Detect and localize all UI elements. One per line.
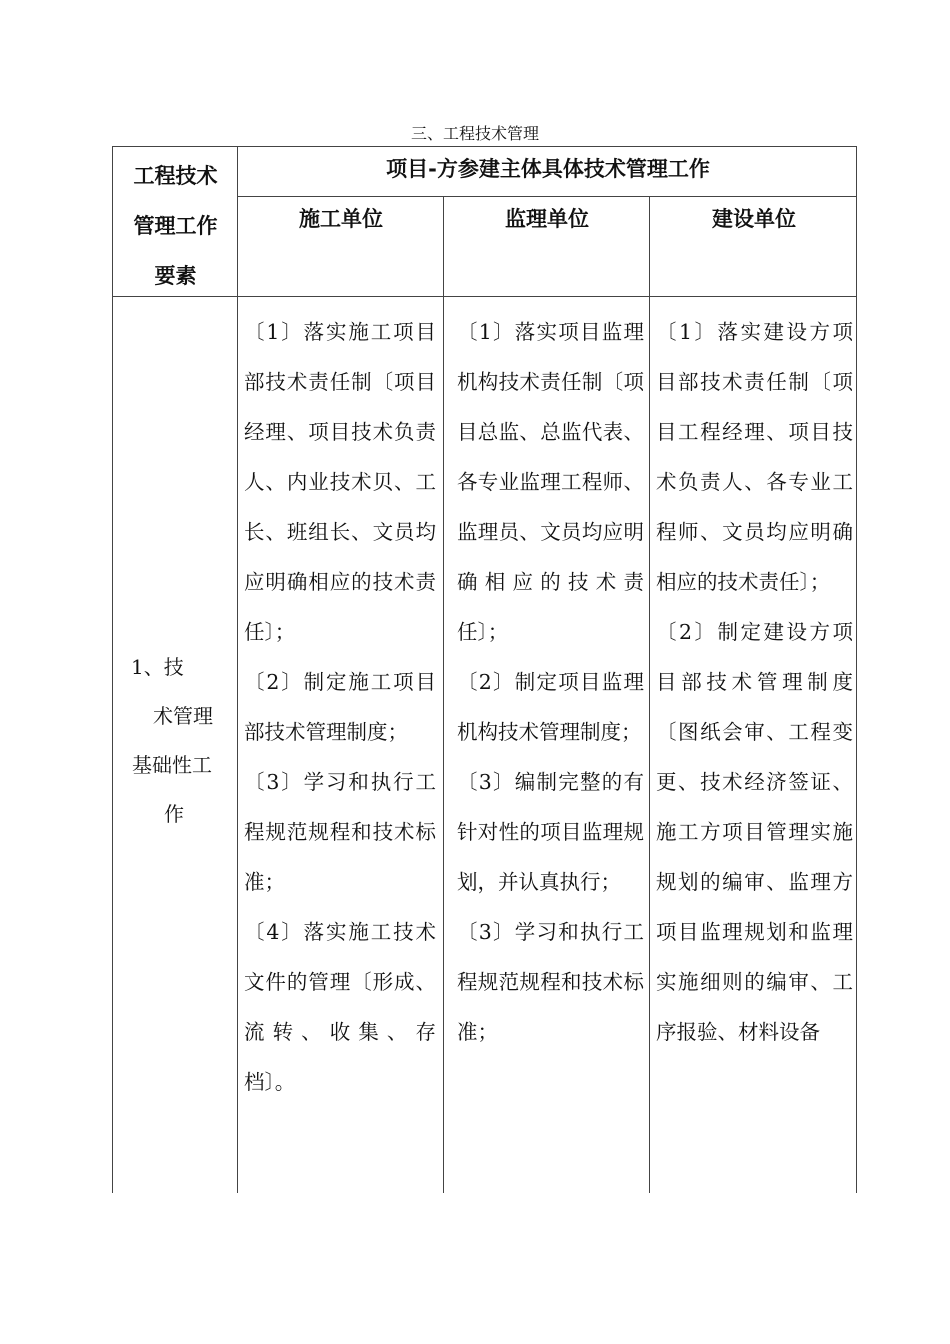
construction-item: 〔3〕学习和执行工程规范规程和技术标准； [244,770,436,894]
construction-item: 〔2〕制定施工项目部技术管理制度； [244,670,436,744]
column-header-owner: 建设单位 [712,207,796,231]
owner-item: 〔1〕落实建设方项目部技术责任制〔项目工程经理、项目技术负责人、各专业工程师、文员均应明确相应的技术责任〕； [656,320,853,594]
owner-unit-cell [656,307,853,1057]
construction-item: 〔1〕落实施工项目部技术责任制〔项目经理、项目技术负责人、内业技术贝、工长、班组长、文员均应明确相应的技术责任〕； [244,320,436,644]
header-element-line: 管理工作 [133,214,218,238]
technical-management-table [112,146,857,1193]
supervision-item: 〔3〕编制完整的有针对性的项目监理规划，并认真执行； [457,770,644,894]
section-title: 三、工程技术管理 [410,124,539,143]
row-element-label [113,643,238,839]
header-element-cell [113,147,238,297]
supervision-item: 〔3〕学习和执行工程规范规程和技术标准； [457,920,644,1044]
row-element-line: 基础性工 [132,753,212,777]
supervision-unit-cell [457,307,644,1057]
row-element-line: 术管理 [153,704,213,728]
header-element-line: 要素 [154,264,197,288]
supervision-item: 〔1〕落实项目监理机构技术责任制〔项目总监、总监代表、各专业监理工程师、监理员、文员均应明确相应的技术责任〕； [457,320,644,644]
table-divider [649,197,650,1193]
row-element-line: 作 [164,802,184,826]
construction-unit-cell [244,307,436,1107]
owner-item: 〔2〕制定建设方项目部技术管理制度〔图纸会审、工程变更、技术经济签证、施工方项目管理实施规划的编审、监理方项目监理规划和监理实施细则的编审、工序报验、材料设备 [656,620,853,1044]
column-header-supervision: 监理单位 [505,207,589,231]
table-divider [443,197,444,1193]
header-work-title: 项目-方参建主体具体技术管理工作 [386,157,710,181]
header-element-line: 工程技术 [133,164,218,188]
supervision-item: 〔2〕制定项目监理机构技术管理制度； [457,670,644,744]
row-element-line: 1、技 [131,655,184,679]
column-header-construction: 施工单位 [299,207,383,231]
construction-item: 〔4〕落实施工技术文件的管理〔形成、流转、收集、存档〕。 [244,920,436,1094]
